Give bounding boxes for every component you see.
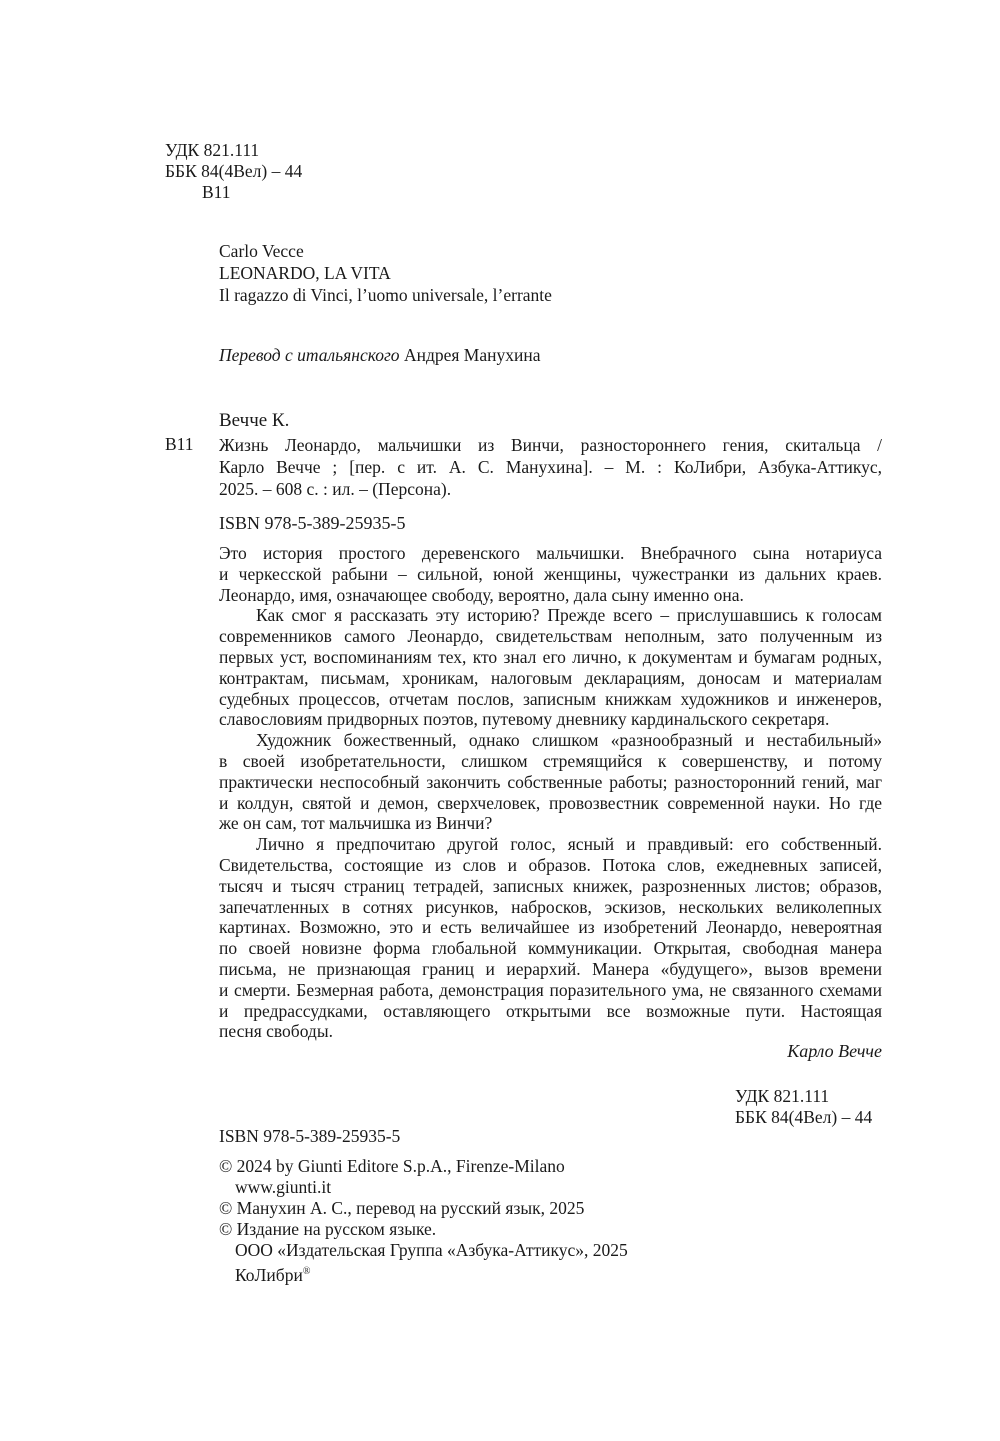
annotation-line: судебных процессов, отчетам послов, записным книжкам художников и инженеров, xyxy=(219,688,882,709)
top-classification-codes xyxy=(165,140,302,203)
annotation-line: и черкесской рабыни – сильной, юной женщины, чужестранки из дальних краев. xyxy=(219,563,882,584)
imprint-name xyxy=(219,1261,628,1286)
bibliographic-line: Жизнь Леонардо, мальчишки из Винчи, разностороннего гения, скитальца / xyxy=(219,435,882,455)
udk-code: УДК 821.111 xyxy=(735,1086,830,1106)
bibliographic-code: В11 xyxy=(165,434,194,454)
annotation-line: картинах. Возможно, это и есть величайшее из изобретений Леонардо, невероятная xyxy=(219,917,882,938)
bibliographic-line: 2025. – 608 с. : ил. – (Персона). xyxy=(219,479,452,499)
annotation-line: Леонардо, имя, означающее свободу, вероятно, дала сыну именно она. xyxy=(219,584,744,605)
signature: Карло Вечче xyxy=(787,1041,882,1061)
copyright-block xyxy=(219,1156,628,1286)
translation-credit xyxy=(219,345,540,366)
publisher-name: ООО «Издательская Группа «Азбука-Аттикус», 2025 xyxy=(235,1240,628,1260)
annotation-line: запечатленных в сотнях рисунков, набросков, эскизов, нескольких великолепных xyxy=(219,896,882,917)
translator-name: Андрея Манухина xyxy=(403,345,541,365)
annotation-line: Лично я предпочитаю другой голос, ясный и правдивый: его собственный. xyxy=(256,834,882,855)
isbn-bottom: ISBN 978-5-389-25935-5 xyxy=(219,1126,401,1146)
annotation-line: по своей новизне форма глобальной коммуникации. Открытая, свободная манера xyxy=(219,938,882,959)
annotation-text xyxy=(219,543,882,1042)
publisher-website: www.giunti.it xyxy=(235,1177,332,1197)
original-subtitle: Il ragazzo di Vinci, l’uomo universale, l’errante xyxy=(219,285,552,305)
bbk-code: ББК 84(4Вел) – 44 xyxy=(735,1107,873,1127)
author-mark: В11 xyxy=(202,182,231,202)
annotation-line: Художник божественный, однако слишком «разнообразный и нестабильный» xyxy=(256,730,882,751)
annotation-line: песня свободы. xyxy=(219,1021,333,1042)
udk-code: УДК 821.111 xyxy=(165,140,260,160)
annotation-line: Как смог я рассказать эту историю? Прежде всего – прислушавшись к голосам xyxy=(256,605,882,626)
annotation-line: же он сам, тот мальчишка из Винчи? xyxy=(219,813,493,834)
annotation-line: контрактам, письмам, хроникам, налоговым декларациям, доносам и материалам xyxy=(219,667,882,688)
bibliographic-line: Карло Вечче ; [пер. с ит. А. С. Манухина]. – М. : КоЛибри, Азбука-Аттикус, xyxy=(219,457,882,477)
annotation-line: и смерти. Безмерная работа, демонстрация поразительного ума, не связанного схемами и предрассудками, оставляющего открытыми все возможные пути. Настоящая xyxy=(219,979,882,1021)
annotation-line: Свидетельства, состоящие из слов и образов. Потока слов, ежедневных записей, xyxy=(219,854,882,875)
annotation-line: в своей изобретательности, слишком стремящийся к совершенству, и потому практически неспособный закончить собственные работы; разносторонний гений, маг xyxy=(219,750,882,792)
annotation-line: славословиям придворных поэтов, путевому дневнику кардинальского секретаря. xyxy=(219,709,830,730)
original-author: Carlo Vecce xyxy=(219,241,304,261)
copyright-edition: © Издание на русском языке. xyxy=(219,1219,437,1239)
bibliographic-author-heading: Вечче К. xyxy=(219,410,290,431)
original-title-block xyxy=(219,240,552,306)
imprint-label: КоЛибри xyxy=(235,1264,303,1285)
annotation-line: тысяч и тысяч страниц тетрадей, записных книжек, разрозненных листов; образов, xyxy=(219,875,882,896)
copyright-translation: © Манухин А. С., перевод на русский язык, 2025 xyxy=(219,1198,585,1218)
bibliographic-record xyxy=(219,434,882,500)
isbn-main: ISBN 978-5-389-25935-5 xyxy=(219,513,406,533)
bottom-classification-codes xyxy=(735,1086,872,1128)
annotation-line: Это история простого деревенского мальчишки. Внебрачного сына нотариуса xyxy=(219,543,882,563)
annotation-line: и колдун, святой и демон, сверхчеловек, провозвестник современной науки. Но где xyxy=(219,792,882,813)
original-title: LEONARDO, LA VITA xyxy=(219,263,391,283)
copyright-original: © 2024 by Giunti Editore S.p.A., Firenze-Milano xyxy=(219,1156,565,1176)
bbk-code: ББК 84(4Вел) – 44 xyxy=(165,161,303,181)
annotation-line: современников самого Леонардо, свидетельствам неполным, зато полученным из xyxy=(219,626,882,647)
translation-prefix: Перевод с итальянского xyxy=(219,345,400,365)
registered-mark: ® xyxy=(302,1266,311,1277)
annotation-line: первых уст, воспоминаниям тех, кто знал его лично, к документам и бумагам родных, xyxy=(219,646,882,667)
annotation-line: письма, не признающая границ и иерархий. Манера «будущего», вызов времени xyxy=(219,958,882,979)
